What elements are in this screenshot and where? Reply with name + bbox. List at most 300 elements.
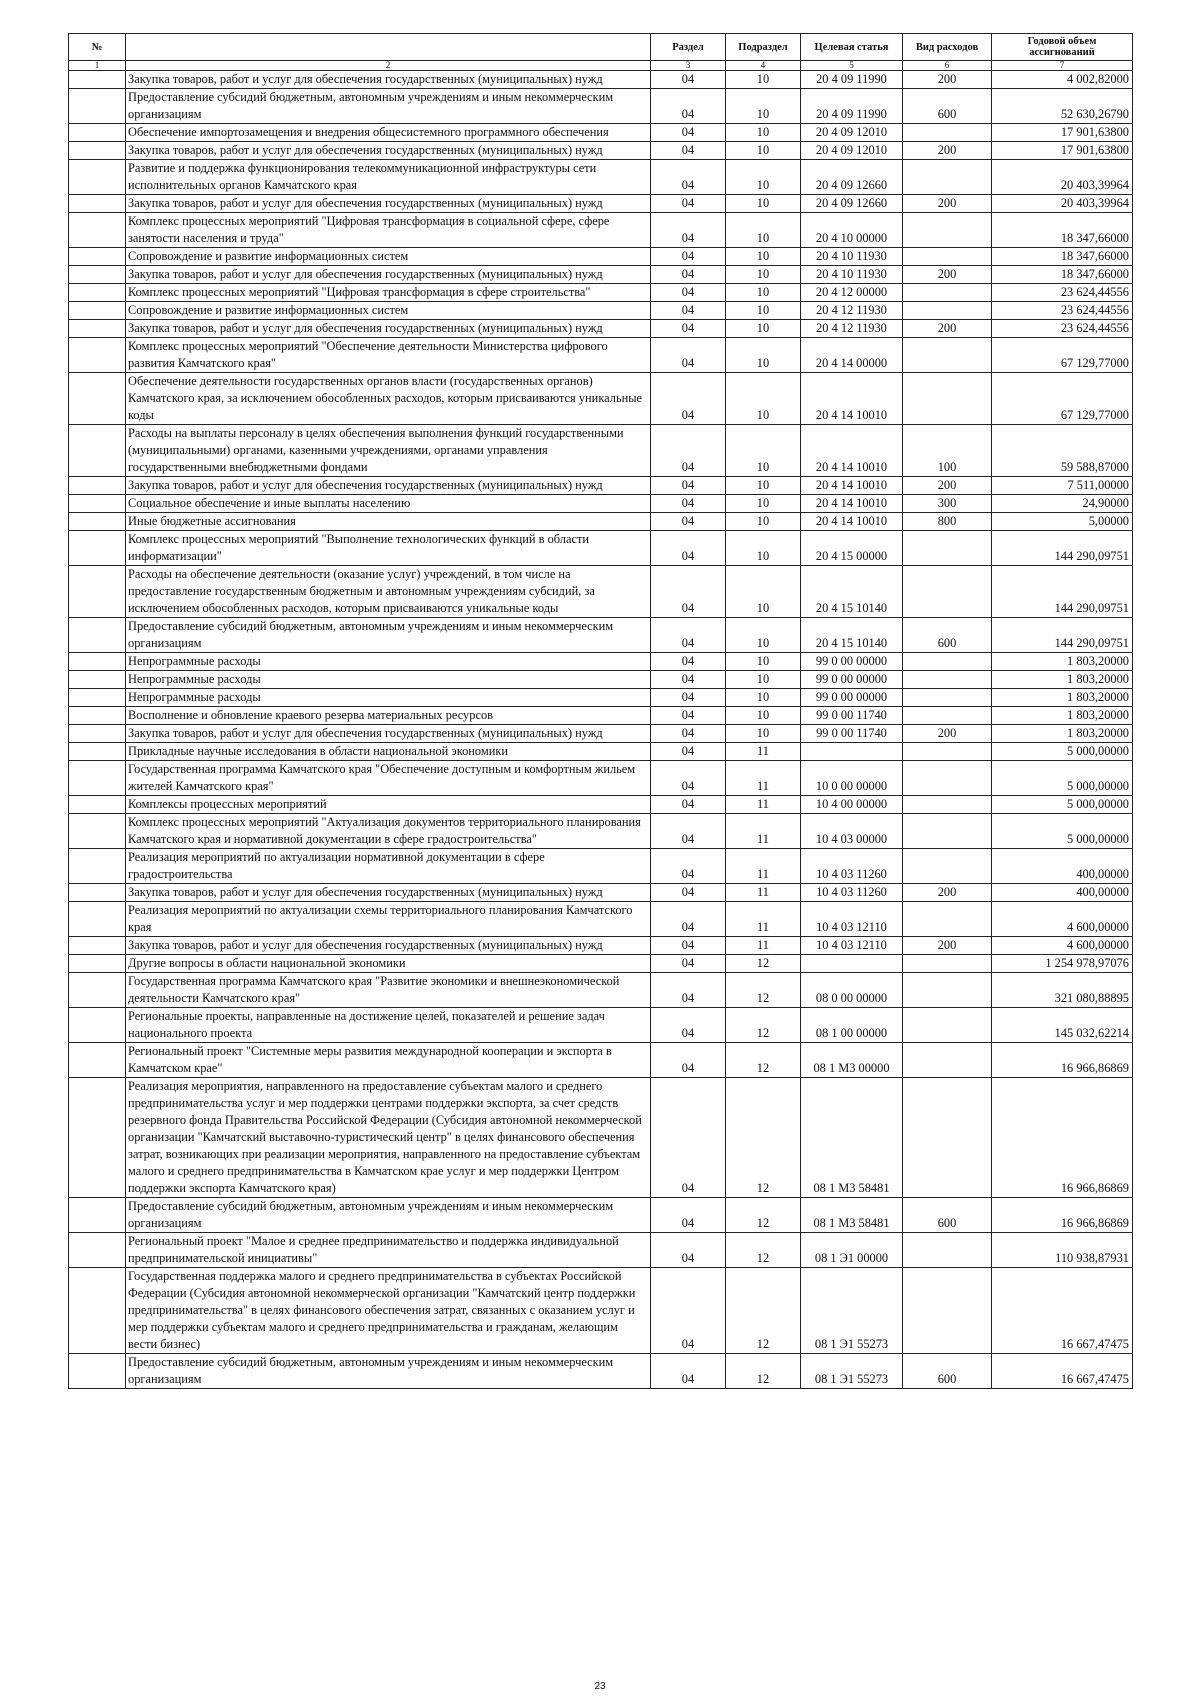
row-target-article: 20 4 10 00000 [801, 213, 903, 248]
row-number [69, 653, 126, 671]
row-number [69, 725, 126, 743]
table-row [69, 937, 1133, 955]
row-target-article: 99 0 00 00000 [801, 689, 903, 707]
row-podrazdel: 11 [726, 849, 801, 884]
row-expense-type [903, 653, 992, 671]
row-target-article: 20 4 15 10140 [801, 618, 903, 653]
row-amount: 400,00000 [992, 849, 1133, 884]
row-name: Предоставление субсидий бюджетным, автономным учреждениям и иным некоммерческим организациям [126, 89, 651, 124]
row-razdel: 04 [651, 707, 726, 725]
table-row [69, 338, 1133, 373]
row-podrazdel: 12 [726, 1078, 801, 1198]
table-row [69, 707, 1133, 725]
table-row [69, 71, 1133, 89]
row-target-article: 20 4 12 00000 [801, 284, 903, 302]
row-amount: 1 803,20000 [992, 725, 1133, 743]
row-amount: 23 624,44556 [992, 284, 1133, 302]
table-row [69, 566, 1133, 618]
table-row [69, 1008, 1133, 1043]
row-razdel: 04 [651, 618, 726, 653]
row-expense-type [903, 338, 992, 373]
table-row [69, 973, 1133, 1008]
column-number-6: 6 [903, 61, 992, 71]
row-razdel: 04 [651, 653, 726, 671]
row-amount: 144 290,09751 [992, 531, 1133, 566]
row-razdel: 04 [651, 338, 726, 373]
table-row [69, 513, 1133, 531]
table-row [69, 1233, 1133, 1268]
row-name: Государственная программа Камчатского края "Развитие экономики и внешнеэкономической деятельности Камчатского края" [126, 973, 651, 1008]
row-podrazdel: 10 [726, 671, 801, 689]
row-razdel: 04 [651, 902, 726, 937]
row-expense-type: 600 [903, 618, 992, 653]
row-razdel: 04 [651, 373, 726, 425]
row-number [69, 213, 126, 248]
table-row [69, 302, 1133, 320]
table-row [69, 89, 1133, 124]
row-target-article: 10 4 03 11260 [801, 884, 903, 902]
row-podrazdel: 10 [726, 213, 801, 248]
column-number-5: 5 [801, 61, 903, 71]
row-expense-type: 200 [903, 725, 992, 743]
table-row [69, 1043, 1133, 1078]
row-target-article: 99 0 00 00000 [801, 653, 903, 671]
row-name: Другие вопросы в области национальной экономики [126, 955, 651, 973]
row-number [69, 671, 126, 689]
row-name: Расходы на выплаты персоналу в целях обеспечения выполнения функций государственными (муниципальными) органами, казенными учреждениями, органами управления государственными внебюджетными фондами [126, 425, 651, 477]
row-name: Социальное обеспечение и иные выплаты населению [126, 495, 651, 513]
row-number [69, 302, 126, 320]
row-expense-type [903, 902, 992, 937]
row-target-article: 08 1 М3 58481 [801, 1078, 903, 1198]
row-number [69, 195, 126, 213]
row-number [69, 320, 126, 338]
row-target-article: 20 4 14 10010 [801, 373, 903, 425]
row-podrazdel: 11 [726, 761, 801, 796]
row-number [69, 1268, 126, 1354]
table-row [69, 689, 1133, 707]
row-expense-type [903, 1268, 992, 1354]
row-razdel: 04 [651, 531, 726, 566]
row-razdel: 04 [651, 973, 726, 1008]
row-number [69, 707, 126, 725]
row-expense-type: 200 [903, 195, 992, 213]
row-expense-type [903, 671, 992, 689]
row-number [69, 495, 126, 513]
table-row [69, 618, 1133, 653]
table-body [69, 71, 1133, 1389]
row-target-article: 20 4 14 10010 [801, 477, 903, 495]
row-razdel: 04 [651, 743, 726, 761]
row-name: Предоставление субсидий бюджетным, автономным учреждениям и иным некоммерческим организациям [126, 1354, 651, 1389]
row-target-article: 20 4 09 12660 [801, 160, 903, 195]
table-row [69, 124, 1133, 142]
row-name: Прикладные научные исследования в области национальной экономики [126, 743, 651, 761]
row-razdel: 04 [651, 477, 726, 495]
header-podrazdel: Подраздел [726, 34, 801, 61]
row-name: Закупка товаров, работ и услуг для обеспечения государственных (муниципальных) нужд [126, 266, 651, 284]
row-name: Государственная поддержка малого и среднего предпринимательства в субъектах Российской Федерации (Субсидия автономной некоммерческой организации "Камчатский центр поддержки предпринимательства" в целях финансового обеспечения затрат, связанных с оказанием услуг и мер поддержки субъектам малого и среднего предпринимательства и гражданам, желающим вести бизнес) [126, 1268, 651, 1354]
row-podrazdel: 12 [726, 1233, 801, 1268]
row-expense-type [903, 796, 992, 814]
row-target-article: 08 1 Э1 55273 [801, 1268, 903, 1354]
row-amount: 17 901,63800 [992, 124, 1133, 142]
row-podrazdel: 12 [726, 1354, 801, 1389]
column-number-4: 4 [726, 61, 801, 71]
row-amount: 16 966,86869 [992, 1078, 1133, 1198]
table-row [69, 902, 1133, 937]
row-razdel: 04 [651, 513, 726, 531]
row-amount: 1 803,20000 [992, 653, 1133, 671]
row-expense-type: 600 [903, 1198, 992, 1233]
row-name: Закупка товаров, работ и услуг для обеспечения государственных (муниципальных) нужд [126, 937, 651, 955]
row-expense-type: 800 [903, 513, 992, 531]
row-number [69, 284, 126, 302]
row-name: Иные бюджетные ассигнования [126, 513, 651, 531]
row-podrazdel: 12 [726, 1198, 801, 1233]
row-razdel: 04 [651, 195, 726, 213]
row-razdel: 04 [651, 1198, 726, 1233]
column-number-1: 1 [69, 61, 126, 71]
table-row [69, 955, 1133, 973]
row-number [69, 477, 126, 495]
page-number: 23 [594, 1681, 606, 1692]
row-number [69, 814, 126, 849]
row-podrazdel: 10 [726, 495, 801, 513]
row-name: Государственная программа Камчатского края "Обеспечение доступным и комфортным жильем жителей Камчатского края" [126, 761, 651, 796]
row-name: Закупка товаров, работ и услуг для обеспечения государственных (муниципальных) нужд [126, 884, 651, 902]
row-amount: 18 347,66000 [992, 266, 1133, 284]
row-amount: 1 803,20000 [992, 689, 1133, 707]
row-target-article: 10 4 03 11260 [801, 849, 903, 884]
row-podrazdel: 10 [726, 266, 801, 284]
row-podrazdel: 11 [726, 814, 801, 849]
row-podrazdel: 10 [726, 195, 801, 213]
row-number [69, 1198, 126, 1233]
row-amount: 5 000,00000 [992, 796, 1133, 814]
row-name: Непрограммные расходы [126, 689, 651, 707]
row-expense-type: 200 [903, 320, 992, 338]
row-expense-type: 200 [903, 884, 992, 902]
row-target-article: 10 4 03 12110 [801, 937, 903, 955]
row-razdel: 04 [651, 495, 726, 513]
row-podrazdel: 11 [726, 743, 801, 761]
row-amount: 144 290,09751 [992, 618, 1133, 653]
row-amount: 23 624,44556 [992, 320, 1133, 338]
row-name: Закупка товаров, работ и услуг для обеспечения государственных (муниципальных) нужд [126, 142, 651, 160]
table-row [69, 425, 1133, 477]
row-expense-type: 200 [903, 142, 992, 160]
row-podrazdel: 11 [726, 937, 801, 955]
row-amount: 16 966,86869 [992, 1043, 1133, 1078]
row-razdel: 04 [651, 689, 726, 707]
row-expense-type: 200 [903, 71, 992, 89]
table-row [69, 761, 1133, 796]
row-amount: 4 002,82000 [992, 71, 1133, 89]
row-name: Предоставление субсидий бюджетным, автономным учреждениям и иным некоммерческим организациям [126, 1198, 651, 1233]
row-razdel: 04 [651, 213, 726, 248]
row-amount: 4 600,00000 [992, 902, 1133, 937]
row-podrazdel: 10 [726, 320, 801, 338]
table-row [69, 849, 1133, 884]
row-amount: 16 667,47475 [992, 1268, 1133, 1354]
table-row [69, 477, 1133, 495]
row-podrazdel: 10 [726, 124, 801, 142]
row-number [69, 142, 126, 160]
row-podrazdel: 10 [726, 477, 801, 495]
row-razdel: 04 [651, 266, 726, 284]
row-podrazdel: 10 [726, 725, 801, 743]
row-expense-type: 600 [903, 89, 992, 124]
row-name: Сопровождение и развитие информационных систем [126, 302, 651, 320]
row-name: Региональный проект "Малое и среднее предпринимательство и поддержка индивидуальной предпринимательской инициативы" [126, 1233, 651, 1268]
row-expense-type [903, 743, 992, 761]
row-podrazdel: 10 [726, 284, 801, 302]
row-name: Комплекс процессных мероприятий "Актуализация документов территориального планирования Камчатского края и нормативной документации в сфере градостроительства" [126, 814, 651, 849]
row-amount: 5 000,00000 [992, 743, 1133, 761]
row-target-article: 20 4 09 11990 [801, 89, 903, 124]
row-razdel: 04 [651, 1268, 726, 1354]
row-target-article: 20 4 14 10010 [801, 425, 903, 477]
row-amount: 18 347,66000 [992, 213, 1133, 248]
row-target-article: 08 1 Э1 00000 [801, 1233, 903, 1268]
row-razdel: 04 [651, 814, 726, 849]
row-name: Закупка товаров, работ и услуг для обеспечения государственных (муниципальных) нужд [126, 477, 651, 495]
row-razdel: 04 [651, 725, 726, 743]
row-amount: 67 129,77000 [992, 338, 1133, 373]
table-row [69, 195, 1133, 213]
row-target-article: 20 4 15 10140 [801, 566, 903, 618]
row-podrazdel: 10 [726, 142, 801, 160]
row-name: Реализация мероприятия, направленного на предоставление субъектам малого и среднего предпринимательства услуг и мер поддержки центрами поддержки экспорта, за счет средств резервного фонда Правительства Российской Федерации (Субсидия автономной некоммерческой организации "Камчатский выставочно-туристический центр" в целях финансового обеспечения затрат, возникающих при реализации мероприятия, направленного на предоставление субъектам малого и среднего предпринимательства в Камчатском крае услуг и мер поддержки Центром поддержки экспорта Камчатского края) [126, 1078, 651, 1198]
table-row [69, 320, 1133, 338]
table-row [69, 1078, 1133, 1198]
row-expense-type [903, 160, 992, 195]
table-row [69, 653, 1133, 671]
row-number [69, 513, 126, 531]
row-number [69, 902, 126, 937]
row-amount: 400,00000 [992, 884, 1133, 902]
row-target-article: 20 4 09 12010 [801, 124, 903, 142]
row-expense-type [903, 1078, 992, 1198]
table-row [69, 671, 1133, 689]
row-amount: 321 080,88895 [992, 973, 1133, 1008]
row-razdel: 04 [651, 248, 726, 266]
row-name: Закупка товаров, работ и услуг для обеспечения государственных (муниципальных) нужд [126, 725, 651, 743]
row-amount: 5 000,00000 [992, 814, 1133, 849]
row-razdel: 04 [651, 320, 726, 338]
row-expense-type [903, 213, 992, 248]
row-number [69, 373, 126, 425]
row-amount: 20 403,39964 [992, 195, 1133, 213]
row-target-article [801, 955, 903, 973]
row-name: Комплекс процессных мероприятий "Выполнение технологических функций в области информатизации" [126, 531, 651, 566]
header-target-article: Целевая статья [801, 34, 903, 61]
row-expense-type: 200 [903, 266, 992, 284]
row-name: Непрограммные расходы [126, 671, 651, 689]
row-number [69, 566, 126, 618]
row-amount: 16 667,47475 [992, 1354, 1133, 1389]
row-name: Комплекс процессных мероприятий "Цифровая трансформация в социальной сфере, сфере занятости населения и труда" [126, 213, 651, 248]
row-name: Комплексы процессных мероприятий [126, 796, 651, 814]
row-target-article: 99 0 00 11740 [801, 725, 903, 743]
row-target-article: 20 4 10 11930 [801, 266, 903, 284]
row-number [69, 937, 126, 955]
row-number [69, 1008, 126, 1043]
row-expense-type [903, 373, 992, 425]
header-annual-amount: Годовой объем ассигнований [992, 34, 1133, 61]
row-number [69, 689, 126, 707]
row-expense-type [903, 761, 992, 796]
row-name: Развитие и поддержка функционирования телекоммуникационной инфраструктуры сети исполнительных органов Камчатского края [126, 160, 651, 195]
row-expense-type [903, 566, 992, 618]
row-amount: 67 129,77000 [992, 373, 1133, 425]
row-amount: 110 938,87931 [992, 1233, 1133, 1268]
row-expense-type: 100 [903, 425, 992, 477]
header-razdel: Раздел [651, 34, 726, 61]
row-podrazdel: 10 [726, 425, 801, 477]
row-number [69, 618, 126, 653]
row-target-article: 08 1 М3 00000 [801, 1043, 903, 1078]
row-number [69, 884, 126, 902]
header-name [126, 34, 651, 61]
row-razdel: 04 [651, 796, 726, 814]
row-target-article: 20 4 10 11930 [801, 248, 903, 266]
row-razdel: 04 [651, 955, 726, 973]
row-podrazdel: 10 [726, 248, 801, 266]
row-number [69, 849, 126, 884]
row-amount: 59 588,87000 [992, 425, 1133, 477]
row-amount: 1 803,20000 [992, 707, 1133, 725]
row-podrazdel: 10 [726, 689, 801, 707]
row-number [69, 1043, 126, 1078]
row-podrazdel: 10 [726, 707, 801, 725]
row-amount: 16 966,86869 [992, 1198, 1133, 1233]
column-number-2: 2 [126, 61, 651, 71]
row-podrazdel: 10 [726, 618, 801, 653]
row-target-article: 08 1 00 00000 [801, 1008, 903, 1043]
row-podrazdel: 10 [726, 89, 801, 124]
column-number-7: 7 [992, 61, 1133, 71]
row-podrazdel: 11 [726, 884, 801, 902]
row-expense-type [903, 955, 992, 973]
row-target-article: 08 0 00 00000 [801, 973, 903, 1008]
row-name: Расходы на обеспечение деятельности (оказание услуг) учреждений, в том числе на предоставление государственным бюджетным и автономным учреждениям субсидий, за исключением обособленных расходов, которым присваиваются уникальные коды [126, 566, 651, 618]
row-razdel: 04 [651, 71, 726, 89]
row-amount: 5 000,00000 [992, 761, 1133, 796]
row-name: Региональные проекты, направленные на достижение целей, показателей и решение задач национального проекта [126, 1008, 651, 1043]
column-number-3: 3 [651, 61, 726, 71]
row-razdel: 04 [651, 1354, 726, 1389]
row-amount: 1 803,20000 [992, 671, 1133, 689]
row-name: Реализация мероприятий по актуализации схемы территориального планирования Камчатского края [126, 902, 651, 937]
table-row [69, 160, 1133, 195]
row-amount: 1 254 978,97076 [992, 955, 1133, 973]
table-row [69, 266, 1133, 284]
row-podrazdel: 12 [726, 973, 801, 1008]
row-podrazdel: 10 [726, 513, 801, 531]
table-row [69, 884, 1133, 902]
row-number [69, 955, 126, 973]
table-row [69, 1198, 1133, 1233]
header-expense-type: Вид расходов [903, 34, 992, 61]
row-amount: 4 600,00000 [992, 937, 1133, 955]
table-row [69, 743, 1133, 761]
row-target-article: 10 4 03 00000 [801, 814, 903, 849]
row-target-article: 20 4 09 12660 [801, 195, 903, 213]
row-podrazdel: 10 [726, 653, 801, 671]
row-expense-type [903, 302, 992, 320]
row-razdel: 04 [651, 566, 726, 618]
row-expense-type: 600 [903, 1354, 992, 1389]
row-number [69, 761, 126, 796]
row-number [69, 160, 126, 195]
row-amount: 23 624,44556 [992, 302, 1133, 320]
row-name: Непрограммные расходы [126, 653, 651, 671]
row-name: Закупка товаров, работ и услуг для обеспечения государственных (муниципальных) нужд [126, 71, 651, 89]
row-target-article: 20 4 14 00000 [801, 338, 903, 373]
row-expense-type [903, 1233, 992, 1268]
row-number [69, 248, 126, 266]
row-target-article [801, 743, 903, 761]
row-number [69, 71, 126, 89]
row-expense-type [903, 248, 992, 266]
row-number [69, 1354, 126, 1389]
row-podrazdel: 12 [726, 1043, 801, 1078]
row-target-article: 08 1 М3 58481 [801, 1198, 903, 1233]
row-number [69, 266, 126, 284]
row-target-article: 20 4 12 11930 [801, 320, 903, 338]
row-podrazdel: 10 [726, 566, 801, 618]
table-row [69, 213, 1133, 248]
row-name: Комплекс процессных мероприятий "Обеспечение деятельности Министерства цифрового развития Камчатского края" [126, 338, 651, 373]
table-row [69, 1354, 1133, 1389]
row-name: Обеспечение деятельности государственных органов власти (государственных органов) Камчатского края, за исключением обособленных расходов, которым присваиваются уникальные коды [126, 373, 651, 425]
row-name: Реализация мероприятий по актуализации нормативной документации в сфере градостроительства [126, 849, 651, 884]
header-number: № [69, 34, 126, 61]
row-name: Обеспечение импортозамещения и внедрения общесистемного программного обеспечения [126, 124, 651, 142]
row-number [69, 796, 126, 814]
row-number [69, 743, 126, 761]
table-row [69, 284, 1133, 302]
row-number [69, 425, 126, 477]
row-razdel: 04 [651, 89, 726, 124]
row-expense-type [903, 814, 992, 849]
row-podrazdel: 11 [726, 902, 801, 937]
row-amount: 7 511,00000 [992, 477, 1133, 495]
row-podrazdel: 10 [726, 373, 801, 425]
row-number [69, 531, 126, 566]
row-amount: 145 032,62214 [992, 1008, 1133, 1043]
row-podrazdel: 12 [726, 1268, 801, 1354]
table-row [69, 1268, 1133, 1354]
row-name: Комплекс процессных мероприятий "Цифровая трансформация в сфере строительства" [126, 284, 651, 302]
row-number [69, 124, 126, 142]
row-podrazdel: 10 [726, 531, 801, 566]
row-expense-type [903, 1008, 992, 1043]
row-expense-type [903, 849, 992, 884]
row-name: Региональный проект "Системные меры развития международной кооперации и экспорта в Камчатском крае" [126, 1043, 651, 1078]
row-expense-type: 200 [903, 477, 992, 495]
row-razdel: 04 [651, 124, 726, 142]
row-expense-type [903, 531, 992, 566]
row-amount: 20 403,39964 [992, 160, 1133, 195]
row-razdel: 04 [651, 937, 726, 955]
row-target-article: 99 0 00 00000 [801, 671, 903, 689]
row-target-article: 99 0 00 11740 [801, 707, 903, 725]
row-expense-type: 200 [903, 937, 992, 955]
table-row [69, 814, 1133, 849]
